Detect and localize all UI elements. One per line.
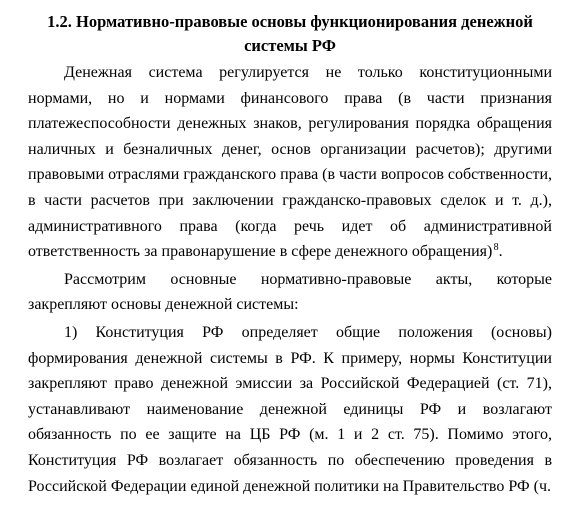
paragraph-1-end: .	[498, 243, 503, 261]
paragraph-1-text: Денежная система регулируется не только конституционными нормами, но и нормами финансового права (в части признания платежеспособности денежных знаков, регулирования порядка обращения наличных и безналичных денег, основ организации расчетов); другими правовыми отраслями гражданского права (в части вопросов собственности, в части расчетов при заключении гражданско-правовых сделок и т. д.), административного права (когда речь идет об административной ответственность за правонарушение в сфере денежного обращения)	[28, 64, 552, 261]
paragraph-normative-acts-intro: Рассмотрим основные нормативно-правовые акты, которые закрепляют основы денежной системы:	[28, 270, 552, 314]
paragraph-monetary-system-regulation	[28, 60, 552, 265]
paragraph-constitution-item: 1) Конституция РФ определяет общие положения (основы) формирования денежной системы в РФ. К примеру, нормы Конституции закрепляют право денежной эмиссии за Российской Федерацией (ст. 71), устанавливают наименование денежной единицы РФ и возлагают обязанность по ее защите на ЦБ РФ (м. 1 и 2 ст. 75). Помимо этого, Конституция РФ возлагает обязанность по обеспечению проведения в Российской Федерации единой денежной политики на Правительство РФ (ч.	[28, 323, 552, 495]
footnote-reference[interactable]: 8	[493, 242, 499, 254]
section-title-line-2: системы РФ	[244, 36, 336, 55]
section-title-line-1: 1.2. Нормативно-правовые основы функционирования денежной	[47, 12, 533, 31]
section-title	[28, 10, 552, 58]
